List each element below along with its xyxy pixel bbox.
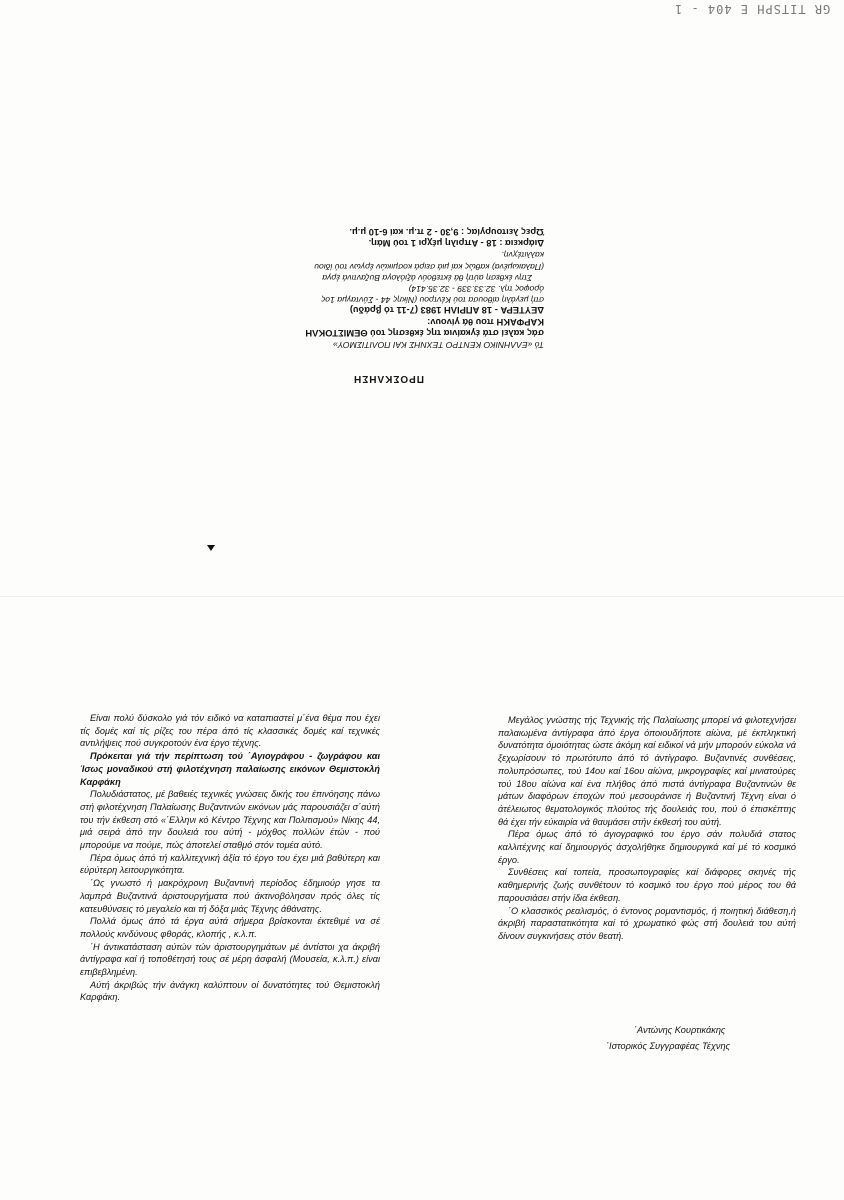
invitation-line: Ώρες λειτουργίας : 9,30 - 2 π.μ. καί 6-10 μ.μ. <box>349 226 544 238</box>
invitation-line: ΔΕΥΤΕΡΑ - 18 ΑΠΡΙΛΗ 1983 (7-11 τό βράδυ) <box>349 305 544 317</box>
paragraph: Αύτή άκριβώς τήν άνάγκη καλύπτουν οί δυνατότητες τού Θεμιστοκλή Καρφάκη. <box>80 979 380 1003</box>
paragraph: Πολυδιάστατος, μέ βαθειές τεχνικές γνώσεις δικής του έπινόησης πάνω στή φιλοτέχνηση Παλαίωσης Βυζαντινών εικόνων μάς παρουσιάζει σ΄αύτή του τήν έκθεση στό «΄Ελληνι κό Κέντρο Τέχνης και Πολιτισμού» Νίκης 44, μιά σειρά άπό την δουλειά του αύτή - μόχθος πολλών έτών - πού μπορούμε να πούμε, πώς άποτελεί σταθμό στόν τομέα αύτό. <box>80 789 380 851</box>
right-column <box>498 714 796 943</box>
paragraph: Πρόκειται γιά τήν περίπτωση τού ΄Αγιογράφου - ζωγράφου και Ίσως μοναδικού στή φιλοτέχνηση παλαίωσης εικόνων Θεμιστοκλή Καρφάκη <box>80 751 380 787</box>
paragraph: ΄Η άντικατάσταση αύτών τών άριστουργημάτων μέ άντίστοι χα άκριβή άντίγραφα καί ή τοποθέτησή τους σέ μέρη άσφαλή (Μουσεία, κ.λ.π.) είναι επιβεβλημένη. <box>80 941 380 978</box>
invitation-line: Διάρκεια : 18 - Απριλη μέχρι 1 τού Μάη. <box>368 238 544 250</box>
invitation-line: Στην έκθεση αύτή θά έκτεθούν άξιόλογα Βυζαντινά έργα <box>322 272 532 283</box>
left-column <box>80 712 380 1004</box>
invitation-line: σάς καλεί στά έγκαίνια της έκθεσης τού ΘΕΜΙΣΤΟΚΛΗ <box>305 327 544 339</box>
paragraph: Μεγάλος γνώστης τής Τεχνικής τής Παλαίωσης μπορεί νά φιλοτεχνήσει παλαιωμένα άντίγραφα άπό έργα όποιουδήποτε αίώνα, μέ έκπληκτική δυνατότητα όμοιότητας ώστε άκόμη καί ειδικοί νά μήν μπορούν εύκολα νά ξεχωρίσουν τό πρωτότυπο άπό τό άντίγραφο. Βυζαντινές συνθέσεις, πολυπρόσωπες, τού 14ου καί 16ου αίώνα, μικρογραφίες καί μινιατούρες τού 18ου αίώνα καί ένα πλήθος άπό πιστά άντίγραφα Βυζαντινών θε μάτων διαφόρων έποχών πού μεσουράνισε ή Βυζαντινή Τέχνη είναι ό άτέλειωτος θεματολογικός πλούτος τής δουλειάς του, πού ό έπισκέπτης θά έχει τήν εύκαιρία νά θαυμάσει στήν έκθεσή του αύτή. <box>498 715 796 827</box>
invitation-line: όροφος τηλ. 32.33.339 - 32.35.414) <box>408 283 544 294</box>
paragraph: Είναι πολύ δύσκολο γιά τόν ειδικό να καταπιαστεί μ΄ένα θέμα που έχει τίς δομές καί τίς ρίζες του πέρα άπό τίς κλασσικές δομές καί τεχνικές αντιλήψεις πού συγκροτούν ένα έργο τέχνης. <box>80 713 380 749</box>
signature-name: ΄Αντώνης Κουρτικάκης <box>634 1025 726 1035</box>
paragraph: Συνθέσεις καί τοπεία, προσωπογραφίες καί διάφορες σκηνές τής καθημερινής ζωής συνθέτουν τό κοσμικό του έργο πού μέρος του θά παρουσιάσει στήν ίδια έκθεση. <box>498 867 796 903</box>
archive-handwritten-note: GR TITSPH Ε 404 - 1 <box>673 2 830 16</box>
signature-role: ΄Ιστορικός Συγγραφέας Τέχνης <box>606 1041 731 1051</box>
paragraph: Πέρα όμως άπό τή καλλιτεχνική άξία τό έργο του έχει μιά βαθύτερη και εύρύτερη λειτουργικότητα. <box>80 852 380 876</box>
invitation-line: καλλιτέχνη. <box>501 250 544 261</box>
paragraph: ΄Ως γνωστό ή μακρόχρονη Βυζαντινή περίοδος έδημιούρ γησε τα λαμπρά Βυζαντινά άριστουργήματα πού άκτινοβόλησαν πρός όλες τίς κατευθύνσεις τό μεγαλείο και τή δόξα μιάς Τέχνης άθάνατης. <box>80 878 380 914</box>
invitation-text <box>124 227 544 350</box>
paragraph: Πολλά όμως άπό τά έργα αύτά σήμερα βρίσκονται έκτεθιμέ να σέ πολλούς κινδύνους φθοράς, κλοπής , κ.λ.π. <box>80 916 380 939</box>
invitation-line: Τό «ΕΛΛΗΝΙΚΟ ΚΕΝΤΡΟ ΤΕΧΝΗΣ ΚΑΙ ΠΟΛΙΤΙΣΜΟΥ» <box>332 340 544 350</box>
invitation-line: στή μεγάλη αίθουσα τού Κέντρου (Νίκης 44 - Σύνταγμα 1ος <box>321 295 544 306</box>
invitation-title: ΠΡΟΣΚΛΗΣΗ <box>352 373 424 384</box>
pointer-mark-icon <box>207 545 215 551</box>
invitation-line: (Παλαιωμένα) καθώς καί μιά σειρά κοσμικών έργων τού ίδιου <box>314 261 544 272</box>
signature-block <box>606 1022 730 1054</box>
paragraph: ΄Ο κλασσικός ρεαλισμός, ό έντονος ρομαντισμός, ή ποιητική διάθεση,ή άκριβή παραστατικότητα καί τό χρωματικό φώς στή δουλειά του αύτή δίνουν συγκινήσεις στόν θεατή. <box>498 905 796 941</box>
paragraph: Πέρα όμως άπό τό άγιογραφικό του έργο σάν πολυδιά στατος καλλιτέχνης καί δημιουργός άσχολήθηκε δημιουργικά καί μέ τό κοσμικό έργο. <box>498 829 796 865</box>
invitation-line: ΚΑΡΦΑΚΗ που θά γίνουν: <box>427 316 544 328</box>
